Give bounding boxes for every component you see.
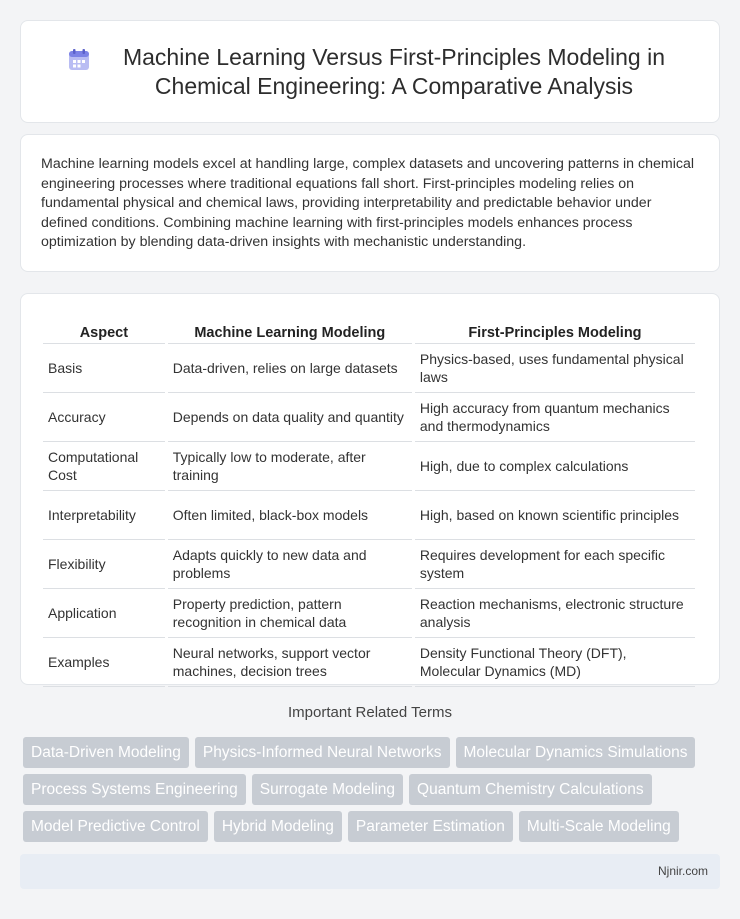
term-row	[23, 737, 723, 768]
term-tag[interactable]: Hybrid Modeling	[214, 811, 342, 842]
related-terms	[23, 737, 723, 848]
related-terms-heading: Important Related Terms	[288, 704, 452, 721]
header-first-principles: First-Principles Modeling	[415, 314, 695, 344]
row-fp: Requires development for each specific system	[415, 540, 695, 589]
term-tag[interactable]: Quantum Chemistry Calculations	[409, 774, 652, 805]
header-machine-learning: Machine Learning Modeling	[168, 314, 412, 344]
table-header-row	[43, 314, 695, 344]
intro-card	[20, 134, 720, 272]
row-ml: Data-driven, relies on large datasets	[168, 344, 412, 393]
header-aspect: Aspect	[43, 314, 165, 344]
intro-paragraph: Machine learning models excel at handling large, complex datasets and uncovering patterns in chemical engineering processes where traditional equations fall short. First-principles modeling relies on fundamental physical and chemical laws, providing interpretability and predictable behavior under defined conditions. Combining machine learning with first-principles models enhances process optimization by blending data-driven insights with mechanistic understanding.	[41, 156, 694, 250]
row-ml: Typically low to moderate, after training	[168, 442, 412, 491]
row-ml: Adapts quickly to new data and problems	[168, 540, 412, 589]
row-aspect: Interpretability	[43, 491, 165, 540]
table-row	[43, 344, 695, 393]
row-aspect: Application	[43, 589, 165, 638]
row-aspect: Examples	[43, 638, 165, 687]
row-fp: High, due to complex calculations	[415, 442, 695, 491]
row-ml: Often limited, black-box models	[168, 491, 412, 540]
row-ml: Property prediction, pattern recognition in chemical data	[168, 589, 412, 638]
row-ml: Depends on data quality and quantity	[168, 393, 412, 442]
table-row	[43, 442, 695, 491]
row-aspect: Accuracy	[43, 393, 165, 442]
calendar-icon	[66, 47, 92, 73]
term-tag[interactable]: Data-Driven Modeling	[23, 737, 189, 768]
comparison-card	[20, 293, 720, 685]
row-fp: Reaction mechanisms, electronic structure analysis	[415, 589, 695, 638]
row-aspect: Flexibility	[43, 540, 165, 589]
term-tag[interactable]: Process Systems Engineering	[23, 774, 246, 805]
row-fp: Density Functional Theory (DFT), Molecular Dynamics (MD)	[415, 638, 695, 687]
table-row	[43, 638, 695, 687]
comparison-table	[40, 314, 698, 687]
term-tag[interactable]: Surrogate Modeling	[252, 774, 403, 805]
row-aspect: Computational Cost	[43, 442, 165, 491]
term-tag[interactable]: Molecular Dynamics Simulations	[456, 737, 696, 768]
term-tag[interactable]: Parameter Estimation	[348, 811, 513, 842]
title-card	[20, 20, 720, 123]
table-row	[43, 540, 695, 589]
row-fp: High accuracy from quantum mechanics and thermodynamics	[415, 393, 695, 442]
term-tag[interactable]: Physics-Informed Neural Networks	[195, 737, 450, 768]
term-tag[interactable]: Multi-Scale Modeling	[519, 811, 679, 842]
term-tag[interactable]: Model Predictive Control	[23, 811, 208, 842]
row-aspect: Basis	[43, 344, 165, 393]
table-row	[43, 589, 695, 638]
term-row	[23, 774, 723, 805]
term-row	[23, 811, 723, 842]
row-fp: High, based on known scientific principles	[415, 491, 695, 540]
page-title: Machine Learning Versus First-Principles Modeling in Chemical Engineering: A Comparative Analysis	[122, 43, 666, 99]
table-row	[43, 491, 695, 540]
table-row	[43, 393, 695, 442]
row-ml: Neural networks, support vector machines, decision trees	[168, 638, 412, 687]
row-fp: Physics-based, uses fundamental physical laws	[415, 344, 695, 393]
footer	[20, 854, 720, 889]
footer-brand[interactable]: Njnir.com	[657, 864, 708, 878]
